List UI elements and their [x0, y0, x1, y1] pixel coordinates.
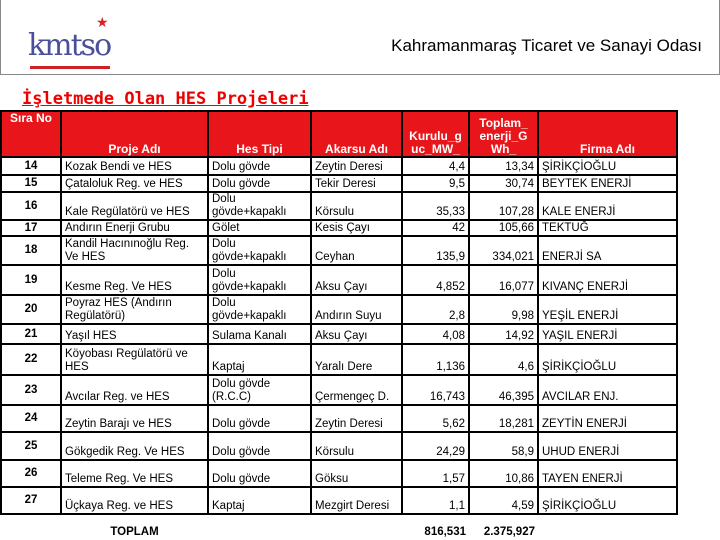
- column-header: Akarsu Adı: [311, 111, 402, 157]
- total-label: TOPLAM: [110, 526, 159, 538]
- table-cell: Köyobası Regülatörü ve HES: [61, 344, 208, 375]
- table-cell: 20: [1, 295, 61, 324]
- table-cell: 46,395: [469, 375, 538, 405]
- table-row: [1, 432, 677, 460]
- table-row: [1, 295, 677, 324]
- table-row: [1, 405, 677, 432]
- table-cell: 19: [1, 265, 61, 295]
- table-row: [1, 265, 677, 295]
- table-row: [1, 487, 677, 514]
- table-cell: Aksu Çayı: [311, 265, 402, 295]
- table-cell: Kale Regülatörü ve HES: [61, 192, 208, 220]
- table-cell: Zeytin Barajı ve HES: [61, 405, 208, 432]
- kmtso-logo: [26, 14, 116, 72]
- table-cell: UHUD ENERJİ: [538, 432, 677, 460]
- table-cell: Kaptaj: [208, 344, 311, 375]
- table-cell: 105,66: [469, 220, 538, 236]
- table-cell: TAYEN ENERJİ: [538, 460, 677, 487]
- table-cell: KIVANÇ ENERJİ: [538, 265, 677, 295]
- table-cell: 10,86: [469, 460, 538, 487]
- table-cell: Zeytin Deresi: [311, 157, 402, 175]
- table-cell: Yaşıl HES: [61, 324, 208, 344]
- table-row: [1, 175, 677, 192]
- table-cell: 4,852: [402, 265, 469, 295]
- table-cell: TEKTUĞ: [538, 220, 677, 236]
- table-cell: 14,92: [469, 324, 538, 344]
- total-row: [1, 514, 677, 539]
- table-cell: Yaralı Dere: [311, 344, 402, 375]
- table-cell: Dolu gövde (R.C.C): [208, 375, 311, 405]
- table-cell: 9,5: [402, 175, 469, 192]
- table-cell: 1,136: [402, 344, 469, 375]
- table-cell: 30,74: [469, 175, 538, 192]
- table-row: [1, 460, 677, 487]
- table-cell: 16: [1, 192, 61, 220]
- table-cell: 22: [1, 344, 61, 375]
- table-cell: 334,021: [469, 236, 538, 265]
- table-cell: Ceyhan: [311, 236, 402, 265]
- table-row: [1, 236, 677, 265]
- table-cell: Dolu gövde: [208, 432, 311, 460]
- table-cell: 24,29: [402, 432, 469, 460]
- table-row: [1, 220, 677, 236]
- table-cell: Körsulu: [311, 432, 402, 460]
- table-cell: 27: [1, 487, 61, 514]
- table-cell: Üçkaya Reg. ve HES: [61, 487, 208, 514]
- table-cell: Dolu gövde: [208, 460, 311, 487]
- table-cell: Gökgedik Reg. Ve HES: [61, 432, 208, 460]
- table-cell: 13,34: [469, 157, 538, 175]
- table-cell: 9,98: [469, 295, 538, 324]
- hes-table: [0, 110, 678, 539]
- table-cell: 16,743: [402, 375, 469, 405]
- table-cell: YEŞİL ENERJİ: [538, 295, 677, 324]
- table-cell: 14: [1, 157, 61, 175]
- table-cell: BEYTEK ENERJİ: [538, 175, 677, 192]
- star-icon: ★: [96, 14, 109, 30]
- table-cell: 5,62: [402, 405, 469, 432]
- table-cell: Andırın Suyu: [311, 295, 402, 324]
- table-cell: Poyraz HES (Andırın Regülatörü): [61, 295, 208, 324]
- column-header: Toplam_ enerji_G Wh_: [469, 111, 538, 157]
- table-cell: ZEYTİN ENERJİ: [538, 405, 677, 432]
- table-row: [1, 192, 677, 220]
- total-spacer: [311, 514, 402, 539]
- table-cell: Körsulu: [311, 192, 402, 220]
- table-cell: Çataloluk Reg. ve HES: [61, 175, 208, 192]
- table-row: [1, 375, 677, 405]
- table-cell: ŞİRİKÇİOĞLU: [538, 487, 677, 514]
- table-cell: 21: [1, 324, 61, 344]
- table-cell: ŞİRİKÇİOĞLU: [538, 344, 677, 375]
- table-cell: Dolu gövde: [208, 175, 311, 192]
- table-cell: 1,57: [402, 460, 469, 487]
- total-spacer: [538, 514, 677, 539]
- table-cell: 26: [1, 460, 61, 487]
- column-header: Hes Tipi: [208, 111, 311, 157]
- table-cell: Kozak Bendi ve HES: [61, 157, 208, 175]
- table-cell: 18: [1, 236, 61, 265]
- table-cell: 18,281: [469, 405, 538, 432]
- table-cell: Sulama Kanalı: [208, 324, 311, 344]
- table-cell: Andırın Enerji Grubu: [61, 220, 208, 236]
- table-cell: Aksu Çayı: [311, 324, 402, 344]
- table-cell: 4,6: [469, 344, 538, 375]
- page-title: İşletmede Olan HES Projeleri: [22, 89, 309, 109]
- table-cell: Kaptaj: [208, 487, 311, 514]
- table-cell: Kandil Hacınınoğlu Reg. Ve HES: [61, 236, 208, 265]
- table-cell: AVCILAR ENJ.: [538, 375, 677, 405]
- table-cell: Avcılar Reg. ve HES: [61, 375, 208, 405]
- column-header: Kurulu_g uc_MW_: [402, 111, 469, 157]
- table-cell: Kesis Çayı: [311, 220, 402, 236]
- table-cell: 25: [1, 432, 61, 460]
- table-cell: 58,9: [469, 432, 538, 460]
- organization-name: Kahramanmaraş Ticaret ve Sanayi Odası: [391, 36, 702, 55]
- logo-text: kmtso: [28, 28, 111, 63]
- table-cell: Dolu gövde: [208, 405, 311, 432]
- table-cell: 24: [1, 405, 61, 432]
- table-cell: 1,1: [402, 487, 469, 514]
- table-cell: ŞİRİKÇİOĞLU: [538, 157, 677, 175]
- table-cell: 4,08: [402, 324, 469, 344]
- table-cell: Göksu: [311, 460, 402, 487]
- table-cell: 42: [402, 220, 469, 236]
- column-header: Firma Adı: [538, 111, 677, 157]
- column-header: Proje Adı: [61, 111, 208, 157]
- table-cell: Dolu gövde: [208, 157, 311, 175]
- table-cell: ENERJİ SA: [538, 236, 677, 265]
- table-cell: YAŞIL ENERJİ: [538, 324, 677, 344]
- table-cell: 2,8: [402, 295, 469, 324]
- table-cell: 107,28: [469, 192, 538, 220]
- table-cell: Gölet: [208, 220, 311, 236]
- column-header: Sıra No: [1, 111, 61, 157]
- table-cell: 4,59: [469, 487, 538, 514]
- table-cell: KALE ENERJİ: [538, 192, 677, 220]
- table-cell: Dolu gövde+kapaklı: [208, 236, 311, 265]
- table-cell: Çermengeç D.: [311, 375, 402, 405]
- total-spacer: [208, 514, 311, 539]
- table-cell: Mezgirt Deresi: [311, 487, 402, 514]
- table-cell: Zeytin Deresi: [311, 405, 402, 432]
- table-cell: Dolu gövde+kapaklı: [208, 295, 311, 324]
- table-cell: Tekir Deresi: [311, 175, 402, 192]
- total-toplam: 2.375,927: [483, 526, 535, 538]
- table-row: [1, 157, 677, 175]
- table-cell: 35,33: [402, 192, 469, 220]
- logo-bar: [30, 66, 110, 69]
- table-cell: 23: [1, 375, 61, 405]
- table-cell: Dolu gövde+kapaklı: [208, 265, 311, 295]
- table-cell: 16,077: [469, 265, 538, 295]
- table-row: [1, 324, 677, 344]
- table-cell: 4,4: [402, 157, 469, 175]
- total-spacer: [1, 514, 61, 539]
- table-cell: 15: [1, 175, 61, 192]
- total-kurulu: 816,531: [424, 526, 466, 538]
- table-cell: Kesme Reg. Ve HES: [61, 265, 208, 295]
- table-cell: 17: [1, 220, 61, 236]
- table-row: [1, 344, 677, 375]
- table-cell: Dolu gövde+kapaklı: [208, 192, 311, 220]
- table-cell: 135,9: [402, 236, 469, 265]
- table-cell: Teleme Reg. Ve HES: [61, 460, 208, 487]
